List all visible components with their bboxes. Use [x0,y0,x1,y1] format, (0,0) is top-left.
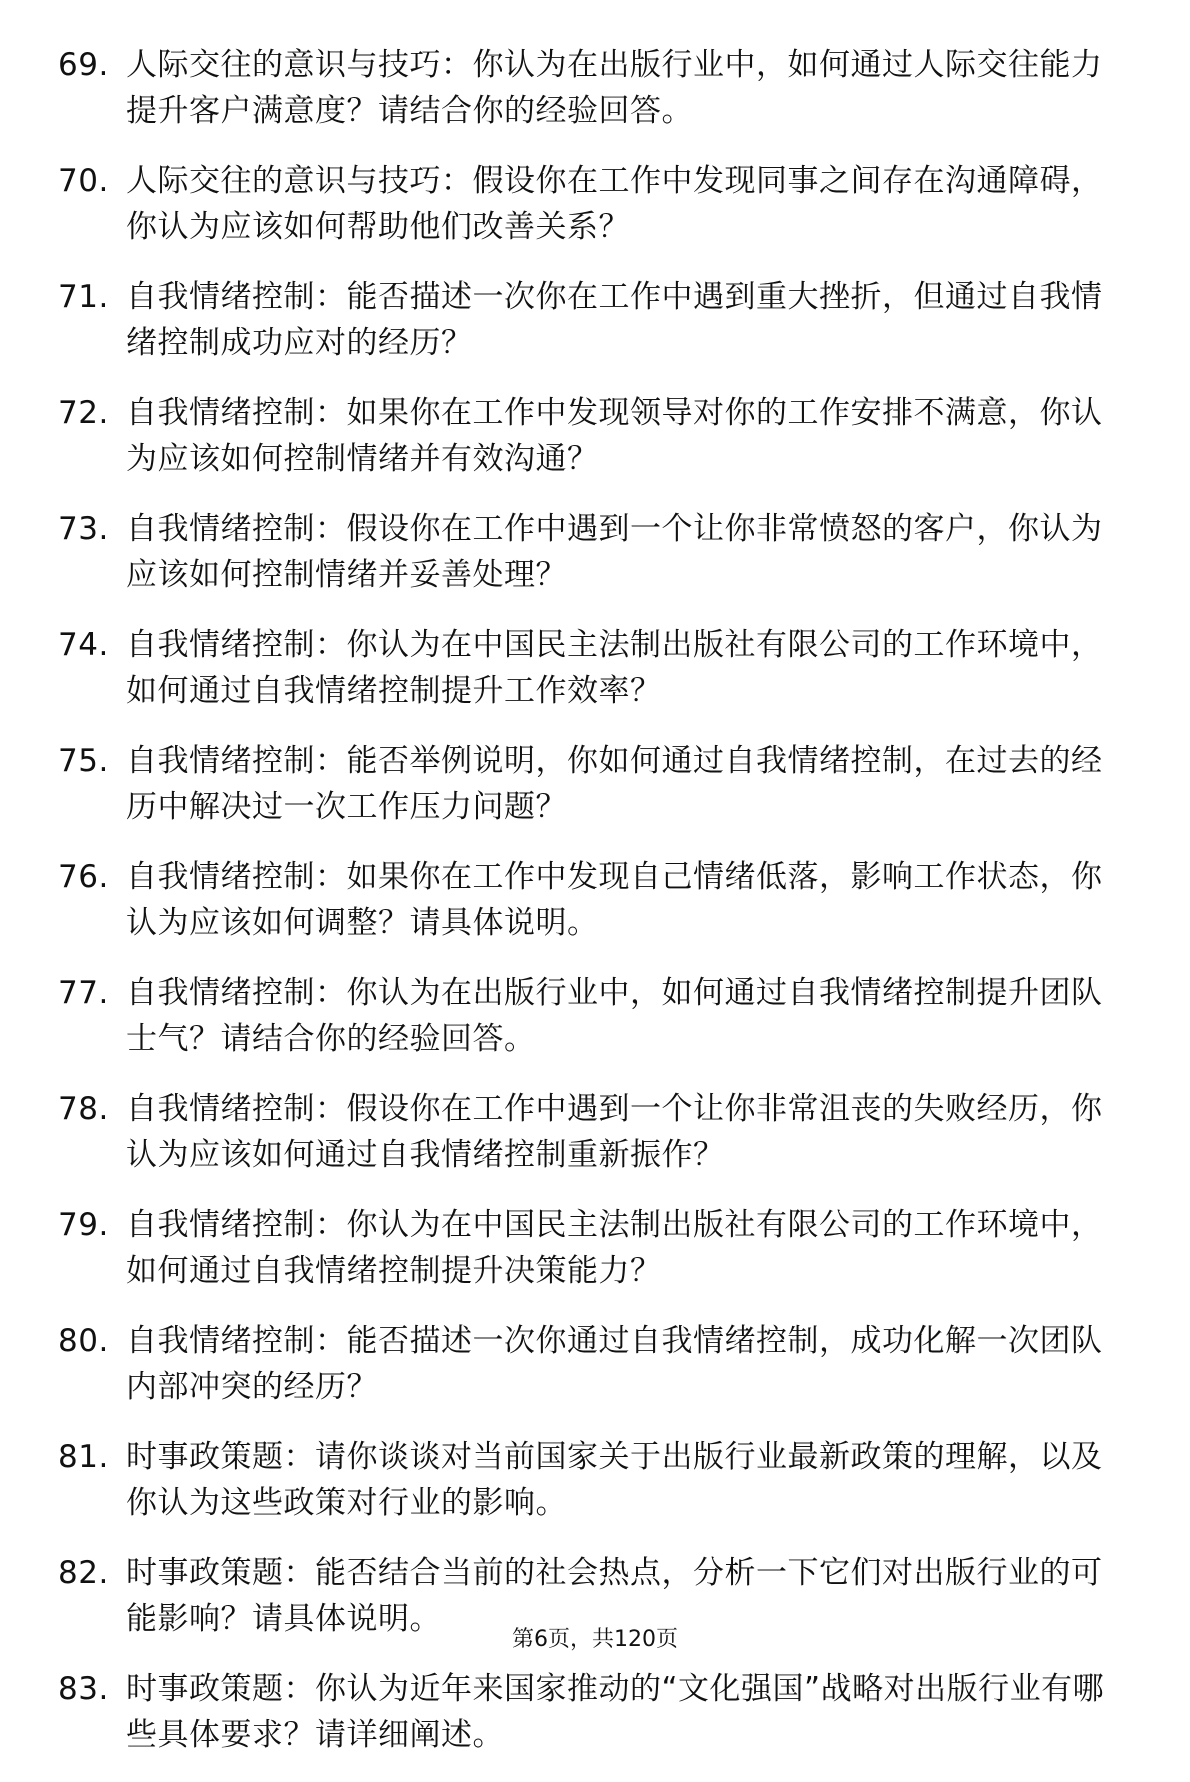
question-item [58,158,1118,250]
question-number: 69. [58,47,109,83]
question-text: 自我情绪控制：能否描述一次你通过自我情绪控制，成功化解一次团队内部冲突的经历？ [126,1323,1103,1405]
question-number: 83. [58,1671,109,1707]
question-number: 71. [58,279,109,315]
question-number: 82. [58,1555,109,1591]
question-text: 自我情绪控制：假设你在工作中遇到一个让你非常沮丧的失败经历，你认为应该如何通过自我情绪控制重新振作？ [126,1091,1103,1173]
question-text: 自我情绪控制：你认为在中国民主法制出版社有限公司的工作环境中，如何通过自我情绪控制提升工作效率？ [126,627,1103,709]
question-item [58,970,1118,1062]
question-item [58,390,1118,482]
question-number: 78. [58,1091,109,1127]
question-text: 人际交往的意识与技巧：假设你在工作中发现同事之间存在沟通障碍，你认为应该如何帮助他们改善关系？ [126,163,1103,245]
question-item [58,1434,1118,1526]
question-text: 自我情绪控制：如果你在工作中发现自己情绪低落，影响工作状态，你认为应该如何调整？请具体说明。 [126,859,1103,941]
question-text: 时事政策题：请你谈谈对当前国家关于出版行业最新政策的理解，以及你认为这些政策对行业的影响。 [126,1439,1103,1521]
question-number: 75. [58,743,109,779]
question-item [58,1086,1118,1178]
question-item [58,622,1118,714]
question-text: 时事政策题：能否结合当前的社会热点，分析一下它们对出版行业的可能影响？请具体说明。 [126,1555,1103,1637]
question-item [58,1318,1118,1410]
question-item [58,42,1118,134]
question-text: 自我情绪控制：假设你在工作中遇到一个让你非常愤怒的客户，你认为应该如何控制情绪并妥善处理？ [126,511,1103,593]
question-text: 时事政策题：你认为近年来国家推动的“文化强国”战略对出版行业有哪些具体要求？请详细阐述。 [126,1671,1105,1753]
question-number: 72. [58,395,109,431]
question-list [58,42,1118,1782]
question-number: 76. [58,859,109,895]
question-text: 自我情绪控制：你认为在出版行业中，如何通过自我情绪控制提升团队士气？请结合你的经验回答。 [126,975,1103,1057]
question-number: 70. [58,163,109,199]
question-number: 74. [58,627,109,663]
question-number: 80. [58,1323,109,1359]
page-number: 第6页，共120页 [512,1627,678,1652]
question-number: 79. [58,1207,109,1243]
question-item [58,274,1118,366]
question-text: 自我情绪控制：你认为在中国民主法制出版社有限公司的工作环境中，如何通过自我情绪控制提升决策能力？ [126,1207,1103,1289]
question-number: 81. [58,1439,109,1475]
question-number: 77. [58,975,109,1011]
question-item [58,854,1118,946]
question-text: 自我情绪控制：能否描述一次你在工作中遇到重大挫折，但通过自我情绪控制成功应对的经历？ [126,279,1103,361]
question-number: 73. [58,511,109,547]
question-item [58,738,1118,830]
page-footer [0,1625,1190,1655]
question-text: 自我情绪控制：能否举例说明，你如何通过自我情绪控制，在过去的经历中解决过一次工作压力问题？ [126,743,1103,825]
question-item [58,506,1118,598]
question-item [58,1202,1118,1294]
question-text: 人际交往的意识与技巧：你认为在出版行业中，如何通过人际交往能力提升客户满意度？请结合你的经验回答。 [126,47,1103,129]
question-text: 自我情绪控制：如果你在工作中发现领导对你的工作安排不满意，你认为应该如何控制情绪并有效沟通？ [126,395,1103,477]
question-item [58,1666,1118,1758]
